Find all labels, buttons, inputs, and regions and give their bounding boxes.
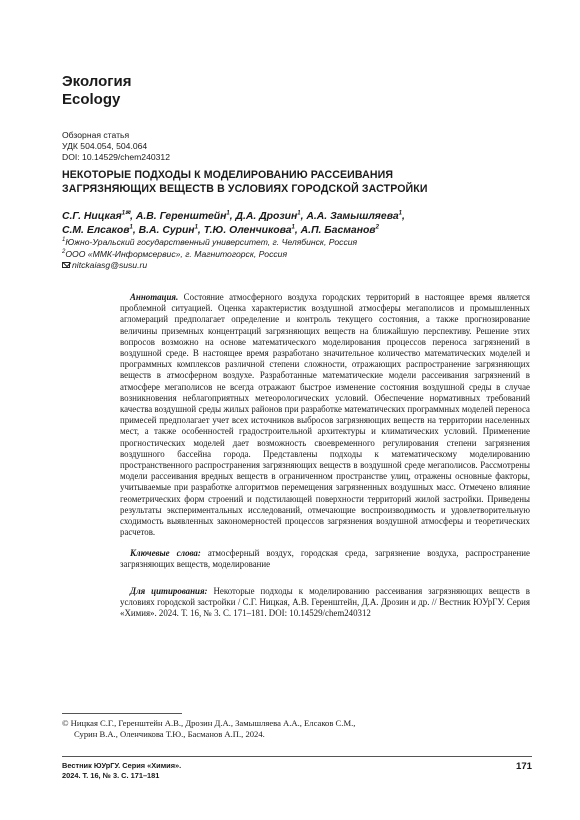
- keywords-label: Ключевые слова:: [130, 548, 201, 558]
- abstract: [120, 292, 530, 538]
- affiliation-2: $^2$ООО «ММК-Информсервис», г. Магнитогорск, Россия: [62, 248, 288, 259]
- footer-journal-line-1: Вестник ЮУрГУ. Серия «Химия».: [62, 761, 182, 770]
- affiliation-1: $^1$Южно-Уральский государственный университет, г. Челябинск, Россия: [62, 237, 358, 247]
- footnote-line-2: Сурин В.А., Оленчикова Т.Ю., Басманов А.П., 2024.: [74, 729, 265, 740]
- citation: [120, 586, 530, 620]
- author-line-2: С.М. Елсаков$^1$, В.А. Сурин$^1$, Т.Ю. Оленчикова$^1$, А.П. Басманов$^2$: [62, 224, 379, 236]
- journal-section-en: Ecology: [62, 91, 121, 108]
- footer-journal: [62, 761, 181, 781]
- journal-section-ru: Экология: [62, 73, 132, 90]
- author-affil-mark: 1✉: [121, 210, 131, 217]
- author-name: В.А. Сурин: [138, 225, 195, 236]
- author-affil-mark: 1: [398, 210, 402, 217]
- author-name: А.А. Замышляева: [306, 211, 399, 222]
- keywords-text: атмосферный воздух, городская среда, загрязнение воздуха, распространение загрязняющих веществ, моделирование: [120, 548, 530, 570]
- footer-journal-line-2: 2024. Т. 16, № 3. С. 171–181: [62, 771, 160, 780]
- keywords: [120, 548, 530, 570]
- author-name: С.Г. Ницкая: [62, 211, 122, 222]
- corresponding-email: [62, 260, 532, 272]
- author-name: С.М. Елсаков: [62, 225, 130, 236]
- author-affil-mark: 1: [226, 210, 230, 217]
- author-affil-mark: 2: [375, 224, 379, 231]
- author-name: А.П. Басманов: [300, 225, 376, 236]
- article-title: [62, 168, 532, 196]
- abstract-text: Состояние атмосферного воздуха городских территорий в настоящее время является проблемной ситуацией. Оценка характеристик воздушной атмосферы мегаполисов и промышленных агломераций предполагает определение и контроль текущего состояния, а также прогнозирование величины приземных концентраций загрязняющих веществ на ближайшую перспективу. Решение этих вопросов возможно на основе математического моделирования процессов переноса загрязнений в воздушной среде. В настоящее время разработано значительное количество математических моделей и программных комплексов различной степени сложности, отражающих распространение загрязняющих веществ в атмосферном воздухе. Разработанные математические модели рассеивания загрязнений в атмосфере мегаполисов не всегда отражают быстрое изменение состояния воздушной среды в случае возникновения неблагоприятных метеорологических условий. Обеспечение нормативных требований качества воздушной среды жилых районов при разработке математических программных моделей переноса примесей предполагает учет всех источников выбросов загрязняющих веществ на территории населенных мест, а также особенностей градостроительной архитектуры и климатических условий. Применение прогностических моделей дает возможность своевременного регулирования степени загрязнения воздушного бассейна города. Представлены подходы к математическому моделированию пространственного распространения загрязняющих веществ в воздушной среде мегаполисов. Рассмотрены модели рассеивания вредных веществ в ограниченном пространстве улиц, отражены основные факторы, учитываемые при разработке алгоритмов перемещения загрязненных воздушных масс. Отмечено влияние геометрических форм строений и подстилающей поверхности территорий жилой застройки. Приведены результаты экспериментальных исследований, отмечающие воспроизводимость и удовлетворительную сходимость выявленных закономерностей процессов загрязнения воздушной атмосферы и теоретических расчетов.: [120, 292, 531, 538]
- author-affil-mark: 1: [129, 224, 133, 231]
- abstract-label: Аннотация.: [130, 292, 179, 302]
- citation-text: Некоторые подходы к моделированию рассеивания загрязняющих веществ в условиях городской застройки / С.Г. Ницкая, А.В. Геренштейн, Д.А. Дрозин и др. // Вестник ЮУрГУ. Серия «Химия». 2024. Т. 16, № 3. С. 171–181. DOI: 10.14529/chem240312: [120, 586, 530, 619]
- article-type: Обзорная статья: [62, 130, 130, 140]
- envelope-icon: [62, 262, 70, 268]
- author-name: Т.Ю. Оленчикова: [203, 225, 292, 236]
- footnote-divider: [62, 713, 182, 714]
- page-number: 171: [515, 761, 532, 772]
- author-list: [62, 210, 532, 238]
- author-affil-mark: 1: [291, 224, 295, 231]
- article-meta: [62, 130, 170, 163]
- copyright-footnote: [62, 718, 532, 740]
- author-name: Д.А. Дрозин: [235, 211, 298, 222]
- author-affil-mark: 1: [297, 210, 301, 217]
- doi[interactable]: DOI: 10.14529/chem240312: [62, 152, 170, 162]
- author-name: А.В. Геренштейн: [135, 211, 227, 222]
- title-line-1: НЕКОТОРЫЕ ПОДХОДЫ К МОДЕЛИРОВАНИЮ РАССЕИВАНИЯ: [62, 169, 394, 181]
- footer-divider: [62, 756, 532, 757]
- title-line-2: ЗАГРЯЗНЯЮЩИХ ВЕЩЕСТВ В УСЛОВИЯХ ГОРОДСКОЙ ЗАСТРОЙКИ: [62, 183, 428, 195]
- author-affil-mark: 1: [194, 224, 198, 231]
- udc-code: УДК 504.054, 504.064: [62, 141, 148, 151]
- email-link[interactable]: nitckaiasg@susu.ru: [72, 260, 148, 270]
- citation-label: Для цитирования:: [130, 586, 208, 596]
- affiliations: [62, 237, 532, 272]
- author-line-1: С.Г. Ницкая$^{1✉}$, А.В. Геренштейн$^1$, Д.А. Дрозин$^1$, А.А. Замышляева$^1$,: [62, 210, 405, 222]
- footnote-line-1: © Ницкая С.Г., Геренштейн А.В., Дрозин Д.А., Замышляева А.А., Елсаков С.М.,: [62, 718, 356, 728]
